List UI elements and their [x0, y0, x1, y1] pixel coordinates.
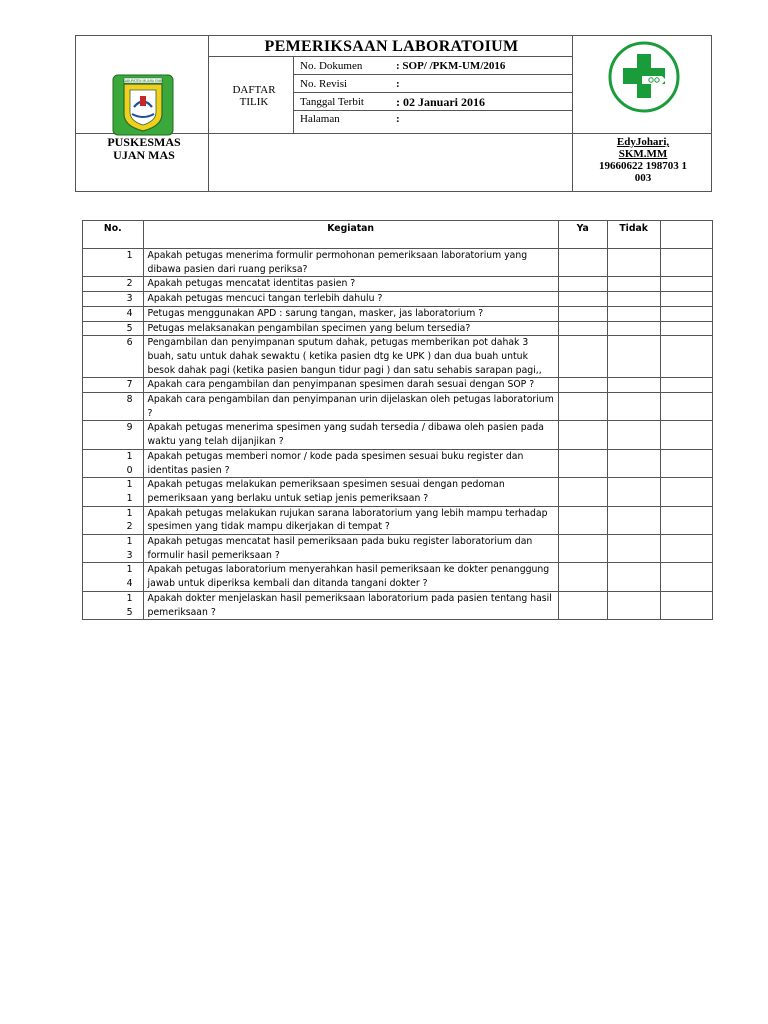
row-activity: Apakah cara pengambilan dan penyimpanan spesimen darah sesuai dengan SOP ?: [143, 378, 558, 393]
row-activity: Apakah petugas laboratorium menyerahkan hasil pemeriksaan ke dokter penanggung jawab untuk diperiksa kembali dan ditanda tangani dokter ?: [143, 563, 558, 591]
table-header-row: [83, 221, 713, 249]
row-extra-cell[interactable]: [660, 393, 712, 421]
table-row: [83, 336, 713, 378]
divider: [572, 36, 573, 191]
col-header-no: No.: [83, 221, 144, 249]
row-tidak-cell[interactable]: [607, 306, 660, 321]
row-extra-cell[interactable]: [660, 449, 712, 477]
row-activity: Apakah cara pengambilan dan penyimpanan urin dijelaskan oleh petugas laboratorium ?: [143, 393, 558, 421]
row-extra-cell[interactable]: [660, 306, 712, 321]
table-row: [83, 378, 713, 393]
row-extra-cell[interactable]: [660, 421, 712, 449]
row-ya-cell[interactable]: [558, 478, 607, 506]
daftar-line: TILIK: [239, 96, 269, 108]
puskesmas-line: PUSKESMAS: [107, 135, 181, 149]
row-number: 2: [83, 277, 144, 292]
row-ya-cell[interactable]: [558, 563, 607, 591]
row-number: 3: [83, 292, 144, 307]
row-ya-cell[interactable]: [558, 292, 607, 307]
table-row: [83, 292, 713, 307]
row-tidak-cell[interactable]: [607, 336, 660, 378]
row-ya-cell[interactable]: [558, 277, 607, 292]
row-number: 7: [83, 378, 144, 393]
revision-value: :: [396, 78, 400, 90]
table-row: [83, 535, 713, 563]
row-number: 1 5: [83, 591, 144, 619]
row-tidak-cell[interactable]: [607, 421, 660, 449]
row-tidak-cell[interactable]: [607, 449, 660, 477]
row-number: 1: [83, 249, 144, 277]
table-row: [83, 591, 713, 619]
row-number: 1 0: [83, 449, 144, 477]
page-value: :: [396, 113, 400, 125]
row-activity: Pengambilan dan penyimpanan sputum dahak, petugas memberikan pot dahak 3 buah, satu untuk dahak sewaktu ( ketika pasien dtg ke UPK ) dan dua buah untuk besok dahak pagi (ketika pasien bangun tidur pagi ) dan satu sehabis sarapan pagi,,: [143, 336, 558, 378]
row-number: 5: [83, 321, 144, 336]
doc-number-label: No. Dokumen: [300, 60, 363, 72]
row-activity: Petugas menggunakan APD : sarung tangan, masker, jas laboratorium ?: [143, 306, 558, 321]
puskesmas-line: UJAN MAS: [113, 148, 175, 162]
table-row: [83, 449, 713, 477]
row-extra-cell[interactable]: [660, 506, 712, 534]
row-activity: Apakah petugas menerima spesimen yang sudah tersedia / dibawa oleh pasien pada waktu yang telah dijanjikan ?: [143, 421, 558, 449]
row-activity: Apakah petugas memberi nomor / kode pada spesimen sesuai buku register dan identitas pasien ?: [143, 449, 558, 477]
regency-logo: [112, 74, 174, 136]
row-ya-cell[interactable]: [558, 421, 607, 449]
daftar-line: DAFTAR: [232, 84, 276, 96]
health-cross-logo: [607, 40, 681, 114]
row-extra-cell[interactable]: [660, 563, 712, 591]
row-activity: Apakah petugas mencuci tangan terlebih dahulu ?: [143, 292, 558, 307]
divider: [208, 36, 209, 191]
table-row: [83, 306, 713, 321]
signer-nip: 003: [634, 172, 652, 184]
row-tidak-cell[interactable]: [607, 378, 660, 393]
table-row: [83, 421, 713, 449]
logo-caption: KABUPATEN MUARA ENIM: [122, 79, 164, 83]
row-number: 1 2: [83, 506, 144, 534]
row-number: 1 4: [83, 563, 144, 591]
table-row: [83, 249, 713, 277]
row-tidak-cell[interactable]: [607, 277, 660, 292]
row-activity: Apakah petugas menerima formulir permohonan pemeriksaan laboratorium yang dibawa pasien dari ruang periksa?: [143, 249, 558, 277]
row-tidak-cell[interactable]: [607, 506, 660, 534]
divider: [208, 56, 572, 57]
col-header-kegiatan: Kegiatan: [143, 221, 558, 249]
table-row: [83, 563, 713, 591]
row-ya-cell[interactable]: [558, 306, 607, 321]
row-ya-cell[interactable]: [558, 506, 607, 534]
row-extra-cell[interactable]: [660, 249, 712, 277]
divider: [293, 92, 572, 93]
revision-label: No. Revisi: [300, 78, 348, 90]
row-ya-cell[interactable]: [558, 591, 607, 619]
row-activity: Apakah petugas melakukan rujukan sarana laboratorium yang lebih mampu terhadap spesimen yang tidak mampu dikerjakan di tempat ?: [143, 506, 558, 534]
row-ya-cell[interactable]: [558, 321, 607, 336]
row-extra-cell[interactable]: [660, 321, 712, 336]
date-label: Tanggal Terbit: [300, 96, 364, 108]
signer-nip: 19660622 198703 1: [599, 160, 687, 172]
row-tidak-cell[interactable]: [607, 535, 660, 563]
checklist-table: [82, 220, 713, 620]
row-tidak-cell[interactable]: [607, 591, 660, 619]
divider: [293, 110, 572, 111]
row-extra-cell[interactable]: [660, 336, 712, 378]
row-tidak-cell[interactable]: [607, 393, 660, 421]
row-extra-cell[interactable]: [660, 378, 712, 393]
row-extra-cell[interactable]: [660, 535, 712, 563]
row-extra-cell[interactable]: [660, 277, 712, 292]
doc-number-value: : SOP/ /PKM-UM/2016: [396, 60, 506, 72]
row-activity: Apakah petugas mencatat identitas pasien ?: [143, 277, 558, 292]
row-ya-cell[interactable]: [558, 393, 607, 421]
row-ya-cell[interactable]: [558, 449, 607, 477]
row-ya-cell[interactable]: [558, 336, 607, 378]
table-row: [83, 321, 713, 336]
row-number: 8: [83, 393, 144, 421]
signature-block: [576, 136, 710, 184]
signer-title: SKM.MM: [618, 148, 668, 160]
row-activity: Apakah petugas melakukan pemeriksaan spesimen sesuai dengan pedoman pemeriksaan yang berlaku untuk setiap jenis pemeriksaan ?: [143, 478, 558, 506]
row-activity: Apakah dokter menjelaskan hasil pemeriksaan laboratorium pada pasien tentang hasil pemeriksaan ?: [143, 591, 558, 619]
row-number: 4: [83, 306, 144, 321]
row-activity: Apakah petugas mencatat hasil pemeriksaan pada buku register laboratorium dan formulir hasil pemeriksaan ?: [143, 535, 558, 563]
date-value: : 02 Januari 2016: [396, 95, 486, 109]
page-label: Halaman: [300, 113, 340, 125]
row-extra-cell[interactable]: [660, 292, 712, 307]
row-extra-cell[interactable]: [660, 478, 712, 506]
row-tidak-cell[interactable]: [607, 321, 660, 336]
table-row: [83, 277, 713, 292]
row-extra-cell[interactable]: [660, 591, 712, 619]
table-row: [83, 506, 713, 534]
row-number: 6: [83, 336, 144, 378]
row-tidak-cell[interactable]: [607, 563, 660, 591]
row-number: 1 3: [83, 535, 144, 563]
table-body: [83, 249, 713, 620]
row-ya-cell[interactable]: [558, 249, 607, 277]
col-header-ya: Ya: [558, 221, 607, 249]
row-number: 9: [83, 421, 144, 449]
row-ya-cell[interactable]: [558, 378, 607, 393]
row-ya-cell[interactable]: [558, 535, 607, 563]
table-row: [83, 478, 713, 506]
daftar-tilik-label: [214, 84, 294, 108]
row-tidak-cell[interactable]: [607, 249, 660, 277]
document-title: PEMERIKSAAN LABORATOIUM: [264, 38, 519, 55]
table-row: [83, 393, 713, 421]
row-tidak-cell[interactable]: [607, 292, 660, 307]
puskesmas-name: [78, 136, 210, 162]
col-header-extra: [660, 221, 712, 249]
row-activity: Petugas melaksanakan pengambilan specimen yang belum tersedia?: [143, 321, 558, 336]
col-header-tidak: Tidak: [607, 221, 660, 249]
row-number: 1 1: [83, 478, 144, 506]
divider: [293, 74, 572, 75]
document-header: [75, 35, 712, 192]
signer-name: EdyJohari,: [616, 136, 670, 148]
row-tidak-cell[interactable]: [607, 478, 660, 506]
